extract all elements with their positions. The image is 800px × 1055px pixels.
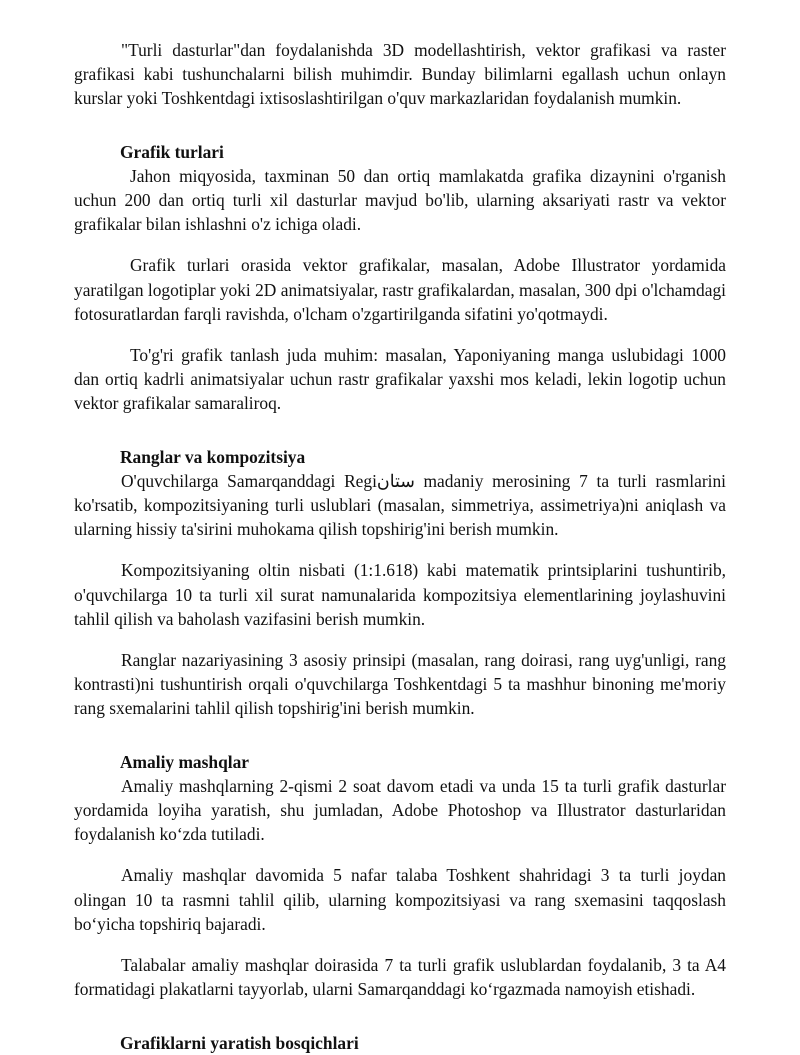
spacer	[74, 846, 726, 863]
ranglar-paragraph-2: Kompozitsiyaning oltin nisbati (1:1.618) kabi matematik printsiplarini tushuntirib, o'quvchilarga 10 ta turli xil surat namunalarida kompozitsiya elementlarining joylashuvini tahlil qilish va baholash vazifasini berish mumkin.	[74, 560, 726, 629]
section-heading-ranglar: Ranglar va kompozitsiya	[120, 446, 306, 467]
ranglar-paragraph-1: O'quvchilarga Samarqanddagi Regiستان madaniy merosining 7 ta turli rasmlarini ko'rsatib, kompozitsiyaning turli uslublari (masalan, simmetriya, assimetriya)ni aniqlash va ularning hissiy ta'sirini muhokama qilish topshirig'ini berish mumkin.	[74, 470, 726, 540]
grafik-turlari-paragraph-2: Grafik turlari orasida vektor grafikalar, masalan, Adobe Illustrator yordamida yaratilgan logotiplar yoki 2D animatsiyalar, rastr grafikalardan, masalan, 300 dpi o'lchamdagi fotosuratlardan farqli ravishda, o'lcham o'zgartirilganda sifatini yo'qotmaydi.	[74, 255, 726, 324]
spacer	[74, 433, 726, 445]
spacer	[74, 416, 726, 433]
spacer	[74, 128, 726, 140]
section-heading-bosqichlar: Grafiklarni yaratish bosqichlari	[120, 1032, 359, 1053]
amaliy-paragraph-1: Amaliy mashqlarning 2-qismi 2 soat davom etadi va unda 15 ta turli grafik dasturlar yordamida loyiha yaratish, shu jumladan, Adobe Photoshop va Illustrator dasturlaridan foydalanish ko‘zda tutiladi.	[74, 775, 726, 845]
spacer	[74, 738, 726, 750]
spacer	[74, 326, 726, 343]
grafik-turlari-paragraph-1: Jahon miqyosida, taxminan 50 dan ortiq mamlakatda grafika dizaynini o'rganish uchun 200 dan ortiq turli xil dasturlar mavjud bo'lib, ularning aksariyati rastr va vektor grafikalar bilan ishlashni o'z ichiga oladi.	[74, 165, 726, 235]
spacer	[74, 111, 726, 128]
section-heading-grafik-turlari: Grafik turlari	[120, 141, 224, 162]
spacer	[74, 541, 726, 558]
amaliy-paragraph-3: Talabalar amaliy mashqlar doirasida 7 ta turli grafik uslublardan foydalanib, 3 ta A4 formatidagi plakatlarni tayyorlab, ularni Samarqanddagi ko‘rgazmada namoyish etishadi.	[74, 955, 726, 1000]
spacer	[74, 1019, 726, 1031]
grafik-turlari-paragraph-3: To'g'ri grafik tanlash juda muhim: masalan, Yaponiyaning manga uslubidagi 1000 dan ortiq kadrli animatsiyalar uchun rastr grafikalar yaxshi mos keladi, lekin logotip uchun vektor grafikalar samaraliroq.	[74, 345, 726, 414]
spacer	[74, 631, 726, 648]
amaliy-paragraph-2: Amaliy mashqlar davomida 5 nafar talaba Toshkent shahridagi 3 ta turli joydan olingan 10 ta rasmni tahlil qilib, ularning kompozitsiyasi va rang sxemasini taqqoslash bo‘yicha topshiriq bajaradi.	[74, 865, 726, 934]
spacer	[74, 721, 726, 738]
spacer	[74, 236, 726, 253]
ranglar-paragraph-3: Ranglar nazariyasining 3 asosiy prinsipi (masalan, rang doirasi, rang uyg'unligi, rang kontrasti)ni tushuntirish orqali o'quvchilarga Toshkentdagi 5 ta mashhur binoning me'moriy rang sxemalarini tahlil qilish topshirig'ini berish mumkin.	[74, 650, 726, 719]
spacer	[74, 1002, 726, 1019]
section-heading-amaliy: Amaliy mashqlar	[120, 751, 249, 772]
spacer	[74, 936, 726, 953]
intro-paragraph: "Turli dasturlar"dan foydalanishda 3D modellashtirish, vektor grafikasi va raster grafikasi kabi tushunchalarni bilish muhimdir. Bunday bilimlarni egallash uchun onlayn kurslar yoki Toshkentdagi ixtisoslashtirilgan o'quv markazlaridan foydalanish mumkin.	[74, 40, 726, 109]
